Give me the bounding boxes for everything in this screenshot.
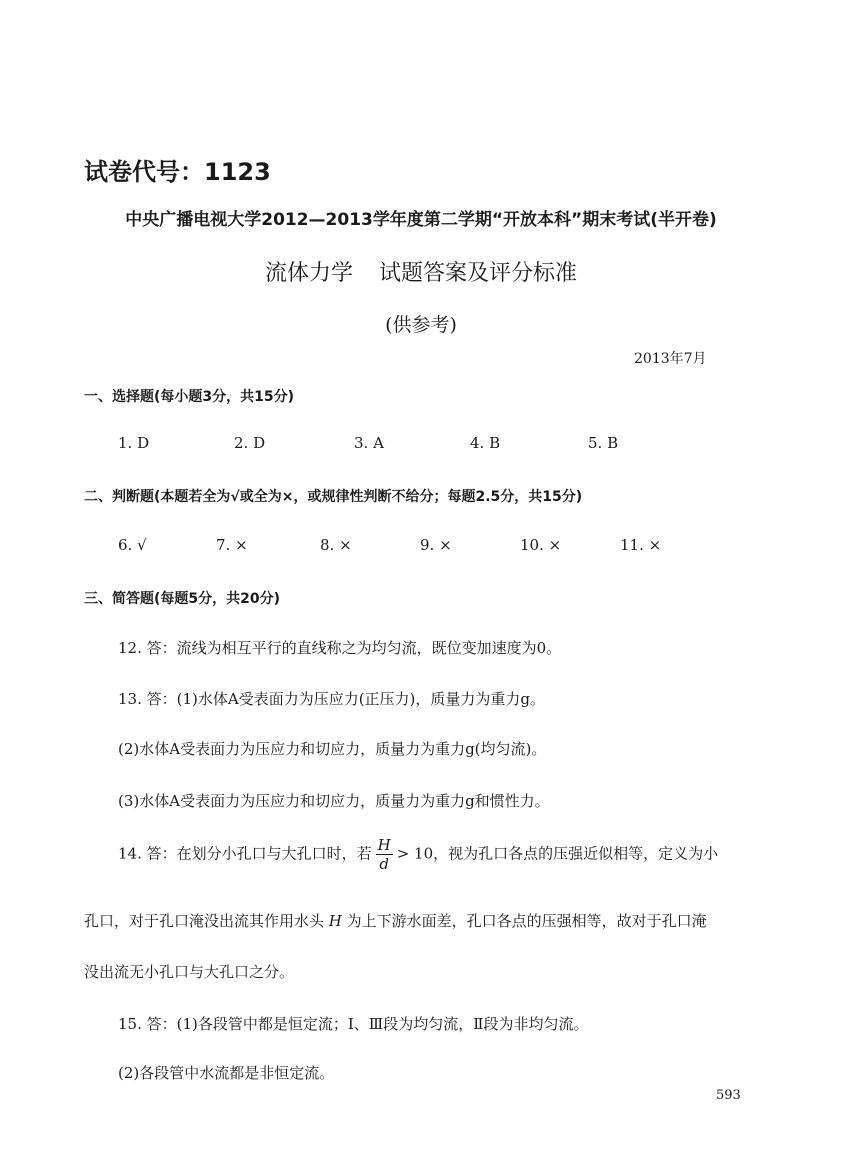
- answer-12: 12. 答：流线为相互平行的直线称之为均匀流，既位变加速度为0。: [118, 639, 562, 657]
- answer-13-part-3: (3)水体A受表面力为压应力和切应力，质量力为重力g和惯性力。: [118, 792, 550, 810]
- answer-7: 7. ×: [216, 536, 248, 554]
- exam-date: 2013年7月: [634, 351, 707, 367]
- fraction-denominator: d: [379, 855, 389, 873]
- answer-4: 4. B: [470, 434, 501, 452]
- head-symbol: H: [328, 912, 342, 930]
- answer-14-line-2-b: 为上下游水面差，孔口各点的压强相等，故对于孔口淹: [346, 912, 707, 930]
- page-number: 593: [716, 1088, 741, 1103]
- title-type: 试题答案及评分标准: [379, 261, 578, 286]
- answer-14-text-a: 14. 答：在划分小孔口与大孔口时，若: [118, 844, 372, 863]
- answer-11: 11. ×: [620, 536, 662, 554]
- answer-15-part-2: (2)各段管中水流都是非恒定流。: [118, 1064, 335, 1082]
- answer-14-line-2-a: 孔口，对于孔口淹没出流其作用水头: [84, 912, 325, 930]
- answer-15-part-1: 15. 答：(1)各段管中都是恒定流；Ⅰ、Ⅲ段为均匀流，Ⅱ段为非均匀流。: [118, 1015, 589, 1033]
- document-subtitle: (供参考): [385, 314, 457, 336]
- answer-5: 5. B: [588, 434, 619, 452]
- fraction-numerator: H: [377, 836, 391, 854]
- answer-14-line-3: 没出流无小孔口与大孔口之分。: [84, 963, 295, 981]
- answer-14-text-b: > 10，视为孔口各点的压强近似相等，定义为小: [396, 844, 719, 863]
- document-title: [0, 256, 842, 287]
- section-2-heading: 二、判断题(本题若全为√或全为×，或规律性判断不给分；每题2.5分，共15分): [84, 489, 583, 505]
- exam-code: 试卷代号：1123: [84, 158, 271, 186]
- answer-9: 9. ×: [420, 536, 452, 554]
- section-1-heading: 一、选择题(每小题3分，共15分): [84, 389, 295, 405]
- answer-14-line-1: [118, 836, 718, 873]
- answer-3: 3. A: [354, 434, 384, 452]
- answer-6: 6. √: [118, 536, 147, 554]
- institution-line: 中央广播电视大学2012—2013学年度第二学期“开放本科”期末考试(半开卷): [125, 210, 717, 230]
- answer-1: 1. D: [118, 434, 150, 452]
- answer-2: 2. D: [234, 434, 266, 452]
- answer-14-line-2: [84, 910, 707, 931]
- answer-10: 10. ×: [520, 536, 562, 554]
- answer-13-part-2: (2)水体A受表面力为压应力和切应力，质量力为重力g(均匀流)。: [118, 740, 547, 758]
- answer-8: 8. ×: [320, 536, 352, 554]
- section-3-heading: 三、简答题(每题5分，共20分): [84, 591, 281, 607]
- title-subject: 流体力学: [264, 261, 353, 286]
- answer-13-part-1: 13. 答：(1)水体A受表面力为压应力(正压力)，质量力为重力g。: [118, 690, 546, 708]
- h-over-d-fraction: [376, 836, 393, 873]
